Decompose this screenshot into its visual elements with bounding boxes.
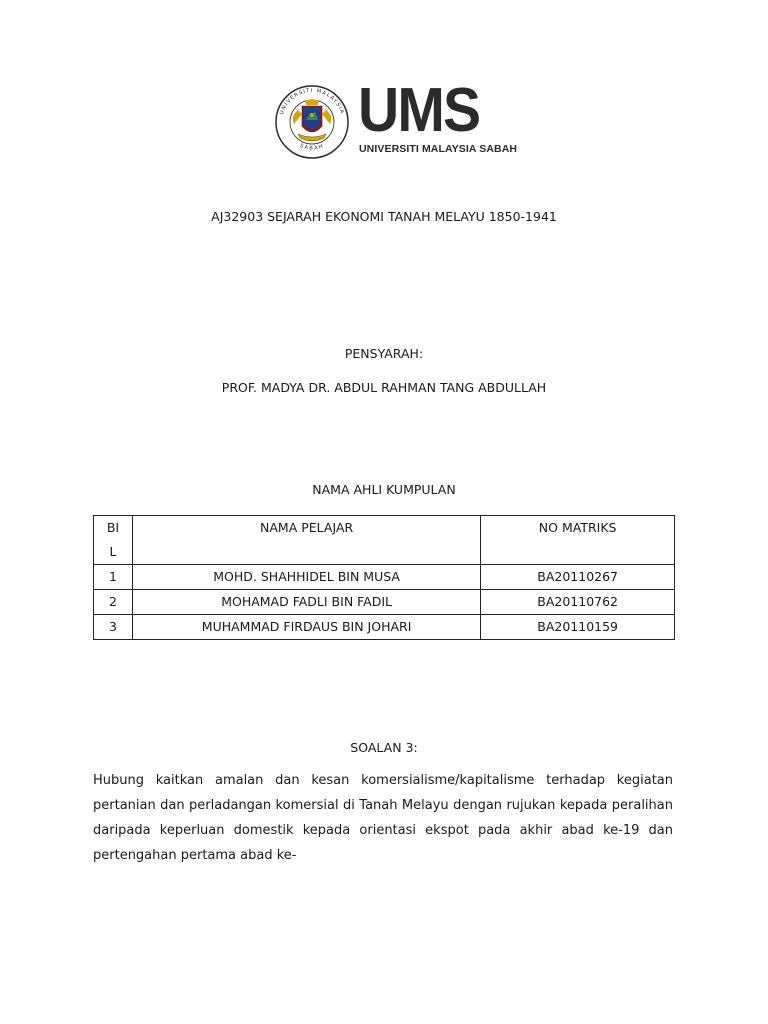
- university-seal-icon: [272, 84, 352, 160]
- members-table: [93, 515, 675, 640]
- header-bil-line2: L: [109, 544, 117, 559]
- cell-matric: BA20110267: [481, 565, 675, 590]
- cell-matric: BA20110762: [481, 590, 675, 615]
- table-row: [94, 615, 675, 640]
- table-row: [94, 565, 675, 590]
- table-header-row: [94, 516, 675, 565]
- table-row: [94, 590, 675, 615]
- question-text: Hubung kaitkan amalan dan kesan komersialisme/kapitalisme terhadap kegiatan pertanian dan perladangan komersial di Tanah Melayu dengan rujukan kepada peralihan daripada keperluan domestik kepada orientasi ekspot pada akhir abad ke-19 dan pertengahan pertama abad ke-: [93, 773, 673, 863]
- cell-bil: 3: [94, 615, 133, 640]
- cell-bil: 2: [94, 590, 133, 615]
- ums-logo: [272, 76, 518, 164]
- group-heading: NAMA AHLI KUMPULAN: [312, 482, 456, 497]
- header-bil: [94, 516, 133, 565]
- lecturer-name: PROF. MADYA DR. ABDUL RAHMAN TANG ABDULLAH: [221, 380, 547, 395]
- svg-text:UNIVERSITI MALAYSIA: UNIVERSITI MALAYSIA: [278, 87, 345, 116]
- cell-name: MOHD. SHAHHIDEL BIN MUSA: [132, 565, 480, 590]
- logo-wordmark: UMS: [358, 76, 480, 145]
- header-matric: NO MATRIKS: [481, 516, 675, 565]
- question-heading: SOALAN 3:: [350, 740, 418, 755]
- cell-bil: 1: [94, 565, 133, 590]
- cell-name: MOHAMAD FADLI BIN FADIL: [132, 590, 480, 615]
- logo-subtitle: UNIVERSITI MALAYSIA SABAH: [359, 143, 518, 155]
- header-bil-line1: BI: [106, 520, 120, 535]
- lecturer-heading: PENSYARAH:: [344, 346, 424, 361]
- cell-matric: BA20110159: [481, 615, 675, 640]
- svg-text:SABAH: SABAH: [298, 143, 326, 152]
- header-name: NAMA PELAJAR: [132, 516, 480, 565]
- cell-name: MUHAMMAD FIRDAUS BIN JOHARI: [132, 615, 480, 640]
- course-title: AJ32903 SEJARAH EKONOMI TANAH MELAYU 1850-1941: [211, 209, 557, 224]
